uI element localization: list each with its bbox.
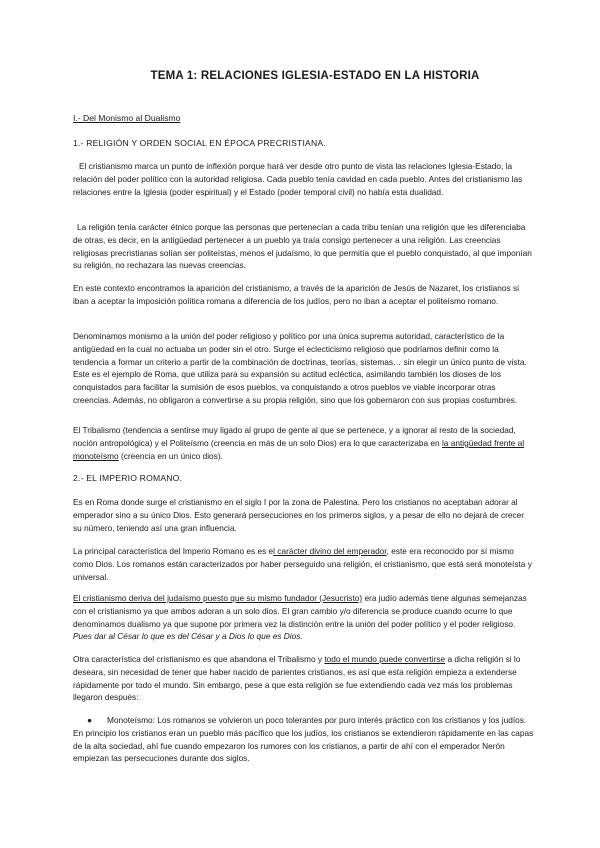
p7-text-a: La principal característica del Imperio Romano es es e	[73, 546, 274, 556]
p7-underlined: l carácter divino del emperador	[273, 546, 387, 556]
p5-underlined: la antigüedad frente al monoteísmo	[73, 437, 525, 461]
paragraph-9	[73, 653, 535, 704]
paragraph-8	[73, 592, 535, 643]
bullet-text: Monoteísmo: Los romanos se volvieron un poco tolerantes por puro interés práctico con los cristianos y los judíos. En principio los cristianos eran un pueblo más pacífico que los judíos, los cristianos se extendieron rápidamente en las capas de la alta sociedad, ahí fue cuando empezaron los rumores con los cristianos, a partir de ahí con el emperador Nerón empiezan las persecuciones durante dos siglos.	[73, 715, 534, 764]
p8-text-b: era judío además tiene algunas semejanzas con el cristianismo ya que ambos adoran a un solo dios. El gran cambio y/o diferencia se produce cuando ocurre lo que denominamos dualismo ya que supone por primera vez la distinción entre la unión del poder político y el poder religioso.	[73, 593, 527, 629]
bullet-item-monoteismo	[73, 714, 535, 765]
paragraph-7	[73, 545, 535, 583]
p8-underlined: El cristianismo deriva del judaísmo puesto que su mismo fundador (Jesucristo)	[73, 593, 363, 603]
heading-imperio-romano: 2.- EL IMPERIO ROMANO.	[73, 473, 183, 483]
p9-text-a: Otra característica del cristianismo es que abandona el Tribalismo y	[73, 654, 325, 664]
paragraph-5	[73, 424, 535, 462]
p9-text-b: a dicha religión si lo deseara, sin necesidad de tener que haber nacido de parientes cristianos, es así que esta religión empieza a extenderse rápidamente por todo el mundo. Sin embargo, pese a que esta religión se fue extendiendo cada vez más los problemas llegaron después:	[73, 654, 521, 703]
paragraph-1: El cristianismo marca un punto de inflexión porque hará ver desde otro punto de vista las relaciones Iglesia-Estado, la relación del poder político con la autoridad religiosa. Cada pueblo tenía cavidad en cada pueblo. Antes del cristianismo las relaciones entre la Iglesia (poder espiritual) y el Estado (poder temporal civil) no había esta dualidad.	[73, 161, 523, 197]
paragraph-6: Es en Roma donde surge el cristianismo en el siglo I por la zona de Palestina. Pero los cristianos no aceptaban adorar al emperador sino a su único Dios. Esto generará persecuciones en los primeros siglos, y a pesar de ello no dejará de crecer su número, teniendo así una gran influencia.	[73, 497, 525, 533]
p5-text-a: El Tribalismo (tendencia a sentirse muy ligado al grupo de gente al que se pertenece, y a ignorar al resto de la sociedad, noción antropológica) y el Politeísmo (creencia en más de un solo Dios) era lo que caracterizaba en	[73, 425, 516, 448]
section-heading-monismo: I.- Del Monismo al Dualismo	[73, 113, 181, 123]
p9-underlined: todo el mundo puede convertirse	[324, 654, 446, 664]
paragraph-4: Denominamos monismo a la unión del poder religioso y político por una única suprema autoridad, característico de la antigüedad en la cual no actuaba un poder sin el otro. Surge el eclecticismo religioso que podríamos definir como la tendencia a formar un criterio a partir de la combinación de doctrinas, teorías, sistemas… sin elegir un único punto de vista. Este es el ejemplo de Roma, que utiliza para su expansión su actitud ecléctica, asimilando también los dioses de los conquistados para facilitar la sumisión de esos pueblos, va conquistando a otros pueblos ve viable incorporar otras creencias. Además, no obligaron a convertirse a su propia religión, sino que los gobernaron con sus propias costumbres.	[73, 331, 527, 405]
paragraph-2: La religión tenía carácter étnico porque las personas que pertenecían a cada tribu tenían una religión que les diferenciaba de otras, es decir, en la antigüedad pertenecer a un pueblo ya traía consigo pertenecer a una religión. Las creencias religiosas precristianas solían ser politeístas, menos el judaísmo, lo que permitía que el pueblo conquistado, al que imponían su religión, no rechazara las nuevas creencias.	[73, 222, 532, 271]
p5-text-b: (creencia en un único dios).	[118, 450, 223, 461]
page-title: TEMA 1: RELACIONES IGLESIA-ESTADO EN LA HISTORIA	[150, 70, 480, 82]
heading-religion-orden-social: 1.- RELIGIÓN Y ORDEN SOCIAL EN ÉPOCA PRECRISTIANA.	[73, 138, 326, 148]
p8-italic-quote: Pues dar al César lo que es del César y a Dios lo que es Dios.	[73, 631, 303, 642]
p7-text-b: , este era reconocido por sí mismo como Dios. Los romanos están caracterizados por haber perseguido una religión, el cristianismo, que está será monoteísta y universal.	[73, 546, 532, 582]
paragraph-3: En este contexto encontramos la aparición del cristianismo, a través de la aparición de Jesús de Nazaret, los cristianos si iban a aceptar la imposición política romana a diferencia de los judíos, pero no iban a aceptar el politeísmo romano.	[73, 283, 519, 306]
bullet-marker: ●	[87, 715, 93, 725]
